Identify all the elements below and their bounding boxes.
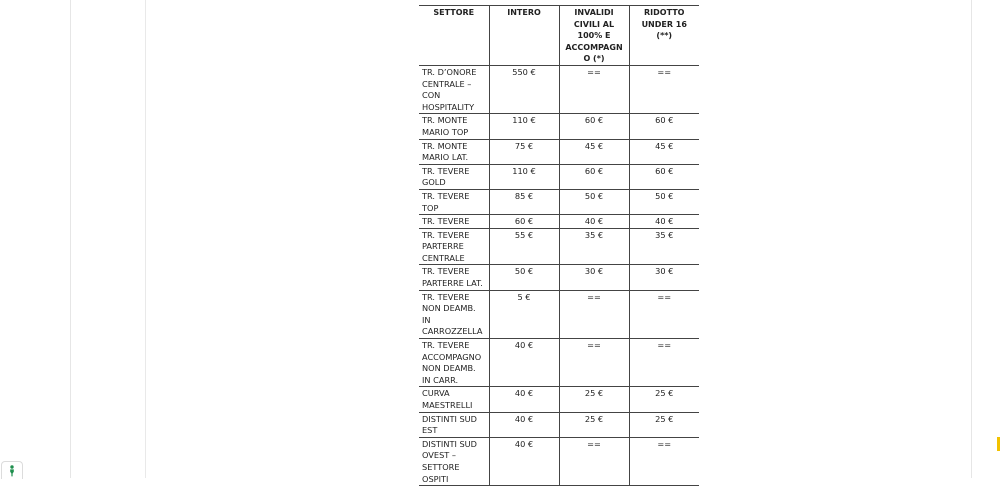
accessibility-button[interactable] (1, 461, 23, 479)
cell-intero: 55 € (489, 228, 559, 265)
accessibility-icon (8, 465, 16, 477)
cell-intero: 550 € (489, 65, 559, 113)
price-table-container (419, 5, 699, 484)
cell-invalidi: 30 € (559, 265, 629, 290)
table-row (419, 265, 699, 290)
table-row (419, 339, 699, 387)
cell-intero: 60 € (489, 215, 559, 229)
cell-ridotto: 35 € (629, 228, 699, 265)
cell-invalidi: 60 € (559, 114, 629, 139)
cell-intero: 5 € (489, 290, 559, 338)
cell-intero: 40 € (489, 437, 559, 485)
cell-ridotto: 50 € (629, 189, 699, 214)
left-margin-line (70, 0, 71, 478)
cell-settore: DISTINTI SUD OVEST – SETTORE OSPITI (419, 437, 489, 485)
cell-settore: TR. TEVERE ACCOMPAGNO NON DEAMB. IN CARR. (419, 339, 489, 387)
cell-intero: 40 € (489, 387, 559, 412)
table-row (419, 114, 699, 139)
table-row (419, 139, 699, 164)
cell-settore: TR. TEVERE (419, 215, 489, 229)
cell-ridotto: 60 € (629, 114, 699, 139)
cell-ridotto: 25 € (629, 387, 699, 412)
table-row (419, 164, 699, 189)
cell-ridotto: 60 € (629, 164, 699, 189)
cell-invalidi: 25 € (559, 412, 629, 437)
cell-ridotto: 30 € (629, 265, 699, 290)
cell-invalidi: 25 € (559, 387, 629, 412)
cell-invalidi: == (559, 437, 629, 485)
cell-intero: 75 € (489, 139, 559, 164)
table-row (419, 412, 699, 437)
cell-invalidi: == (559, 290, 629, 338)
cell-settore: TR. TEVERE PARTERRE CENTRALE (419, 228, 489, 265)
cell-intero: 110 € (489, 114, 559, 139)
cell-intero: 110 € (489, 164, 559, 189)
cell-settore: TR. TEVERE GOLD (419, 164, 489, 189)
cell-intero: 50 € (489, 265, 559, 290)
table-row (419, 387, 699, 412)
cell-invalidi: == (559, 65, 629, 113)
table-row (419, 290, 699, 338)
content-column-line (145, 0, 146, 478)
cell-intero: 40 € (489, 412, 559, 437)
cell-invalidi: 50 € (559, 189, 629, 214)
header-settore: SETTORE (419, 6, 489, 66)
cell-settore: TR. D’ONORE CENTRALE – CON HOSPITALITY (419, 65, 489, 113)
table-row (419, 215, 699, 229)
cell-invalidi: 40 € (559, 215, 629, 229)
table-row (419, 65, 699, 113)
cell-ridotto: 40 € (629, 215, 699, 229)
cell-ridotto: == (629, 437, 699, 485)
price-table (419, 5, 699, 486)
cell-ridotto: == (629, 65, 699, 113)
cell-ridotto: == (629, 290, 699, 338)
cell-ridotto: 25 € (629, 412, 699, 437)
table-row (419, 437, 699, 485)
header-invalidi: INVALIDI CIVILI AL 100% E ACCOMPAGNO (*) (559, 6, 629, 66)
cell-settore: TR. TEVERE TOP (419, 189, 489, 214)
cell-invalidi: == (559, 339, 629, 387)
cell-settore: TR. MONTE MARIO LAT. (419, 139, 489, 164)
header-intero: INTERO (489, 6, 559, 66)
cell-intero: 40 € (489, 339, 559, 387)
cell-settore: DISTINTI SUD EST (419, 412, 489, 437)
cell-intero: 85 € (489, 189, 559, 214)
header-ridotto: RIDOTTO UNDER 16 (**) (629, 6, 699, 66)
cell-settore: CURVA MAESTRELLI (419, 387, 489, 412)
cell-ridotto: 45 € (629, 139, 699, 164)
cell-invalidi: 35 € (559, 228, 629, 265)
table-row (419, 189, 699, 214)
table-header-row (419, 6, 699, 66)
cell-settore: TR. MONTE MARIO TOP (419, 114, 489, 139)
cell-ridotto: == (629, 339, 699, 387)
table-row (419, 228, 699, 265)
cell-settore: TR. TEVERE NON DEAMB. IN CARROZZELLA (419, 290, 489, 338)
cell-invalidi: 45 € (559, 139, 629, 164)
cell-invalidi: 60 € (559, 164, 629, 189)
cell-settore: TR. TEVERE PARTERRE LAT. (419, 265, 489, 290)
right-margin-line (971, 0, 972, 478)
